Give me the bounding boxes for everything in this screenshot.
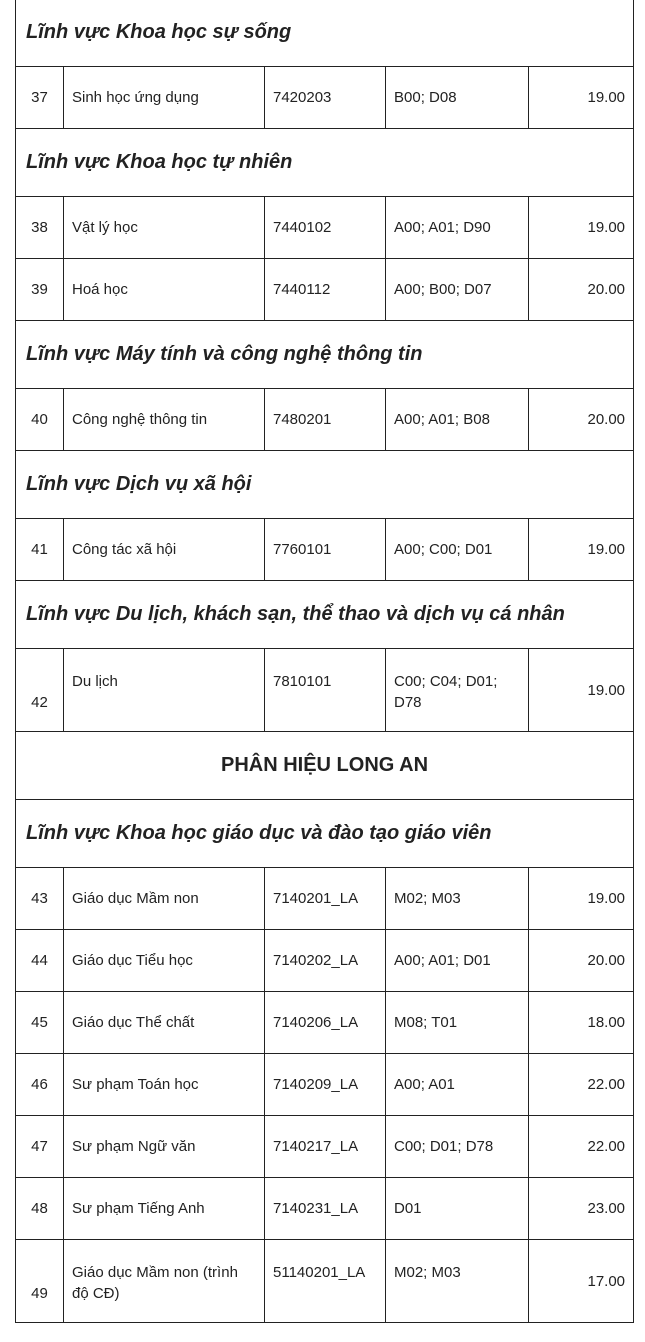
major-code-cell: 51140201_LA	[265, 1240, 386, 1323]
major-code-cell: 7140202_LA	[265, 930, 386, 992]
major-code-cell: 7810101	[265, 649, 386, 732]
branch-title: PHÂN HIỆU LONG AN	[16, 732, 634, 800]
score-cell: 19.00	[529, 67, 634, 129]
major-name-cell: Công tác xã hội	[64, 519, 265, 581]
subject-combination-cell: M08; T01	[386, 992, 529, 1054]
score-cell: 19.00	[529, 868, 634, 930]
major-code-cell: 7480201	[265, 389, 386, 451]
table-row	[16, 868, 634, 930]
major-name-cell: Hoá học	[64, 259, 265, 321]
major-code-cell: 7140231_LA	[265, 1178, 386, 1240]
score-cell: 20.00	[529, 389, 634, 451]
score-cell: 22.00	[529, 1054, 634, 1116]
major-code-cell: 7760101	[265, 519, 386, 581]
row-number-cell: 40	[16, 389, 64, 451]
subject-combination-cell: D01	[386, 1178, 529, 1240]
major-name-cell: Sư phạm Ngữ văn	[64, 1116, 265, 1178]
table-row	[16, 197, 634, 259]
score-cell: 20.00	[529, 259, 634, 321]
major-code-cell: 7140217_LA	[265, 1116, 386, 1178]
table-row	[16, 930, 634, 992]
row-number-cell: 44	[16, 930, 64, 992]
table-row	[16, 649, 634, 732]
subject-combination-cell: B00; D08	[386, 67, 529, 129]
subject-combination-cell: A00; A01; B08	[386, 389, 529, 451]
section-header-row	[16, 581, 634, 649]
subject-combination-cell: A00; A01	[386, 1054, 529, 1116]
row-number-cell: 37	[16, 67, 64, 129]
branch-header-row	[16, 732, 634, 800]
score-cell: 23.00	[529, 1178, 634, 1240]
subject-combination-cell: M02; M03	[386, 1240, 529, 1323]
row-number-cell: 46	[16, 1054, 64, 1116]
table-row	[16, 1116, 634, 1178]
table-row	[16, 1178, 634, 1240]
score-cell: 19.00	[529, 519, 634, 581]
major-name-cell: Vật lý học	[64, 197, 265, 259]
major-name-cell: Du lịch	[64, 649, 265, 732]
row-number-cell: 38	[16, 197, 64, 259]
row-number-cell: 43	[16, 868, 64, 930]
section-header-row	[16, 129, 634, 197]
score-cell: 18.00	[529, 992, 634, 1054]
score-cell: 20.00	[529, 930, 634, 992]
subject-combination-cell: M02; M03	[386, 868, 529, 930]
major-code-cell: 7420203	[265, 67, 386, 129]
section-title: Lĩnh vực Khoa học giáo dục và đào tạo giáo viên	[16, 800, 634, 868]
section-header-row	[16, 0, 634, 67]
section-title: Lĩnh vực Máy tính và công nghệ thông tin	[16, 321, 634, 389]
section-title: Lĩnh vực Khoa học sự sống	[16, 0, 634, 67]
section-header-row	[16, 451, 634, 519]
table-row	[16, 67, 634, 129]
subject-combination-cell: A00; B00; D07	[386, 259, 529, 321]
major-name-cell: Giáo dục Tiểu học	[64, 930, 265, 992]
score-cell: 22.00	[529, 1116, 634, 1178]
major-name-cell: Sinh học ứng dụng	[64, 67, 265, 129]
major-name-cell: Sư phạm Toán học	[64, 1054, 265, 1116]
subject-combination-cell: A00; C00; D01	[386, 519, 529, 581]
row-number-cell: 49	[16, 1240, 64, 1323]
subject-combination-cell: C00; C04; D01; D78	[386, 649, 529, 732]
table-row	[16, 1240, 634, 1323]
table-body	[16, 0, 634, 1323]
row-number-cell: 48	[16, 1178, 64, 1240]
table-row	[16, 519, 634, 581]
table-row	[16, 1054, 634, 1116]
row-number-cell: 47	[16, 1116, 64, 1178]
section-header-row	[16, 800, 634, 868]
section-title: Lĩnh vực Khoa học tự nhiên	[16, 129, 634, 197]
major-code-cell: 7440112	[265, 259, 386, 321]
subject-combination-cell: C00; D01; D78	[386, 1116, 529, 1178]
major-code-cell: 7140206_LA	[265, 992, 386, 1054]
admission-score-table	[15, 0, 634, 1323]
major-name-cell: Giáo dục Mầm non	[64, 868, 265, 930]
row-number-cell: 39	[16, 259, 64, 321]
row-number-cell: 45	[16, 992, 64, 1054]
table-row	[16, 389, 634, 451]
major-name-cell: Công nghệ thông tin	[64, 389, 265, 451]
score-cell: 19.00	[529, 197, 634, 259]
major-code-cell: 7140209_LA	[265, 1054, 386, 1116]
major-name-cell: Giáo dục Mầm non (trình độ CĐ)	[64, 1240, 265, 1323]
score-cell: 17.00	[529, 1240, 634, 1323]
section-header-row	[16, 321, 634, 389]
subject-combination-cell: A00; A01; D01	[386, 930, 529, 992]
section-title: Lĩnh vực Dịch vụ xã hội	[16, 451, 634, 519]
score-cell: 19.00	[529, 649, 634, 732]
major-code-cell: 7140201_LA	[265, 868, 386, 930]
row-number-cell: 41	[16, 519, 64, 581]
section-title: Lĩnh vực Du lịch, khách sạn, thể thao và dịch vụ cá nhân	[16, 581, 634, 649]
major-code-cell: 7440102	[265, 197, 386, 259]
table-row	[16, 992, 634, 1054]
table-row	[16, 259, 634, 321]
subject-combination-cell: A00; A01; D90	[386, 197, 529, 259]
row-number-cell: 42	[16, 649, 64, 732]
major-name-cell: Sư phạm Tiếng Anh	[64, 1178, 265, 1240]
major-name-cell: Giáo dục Thể chất	[64, 992, 265, 1054]
